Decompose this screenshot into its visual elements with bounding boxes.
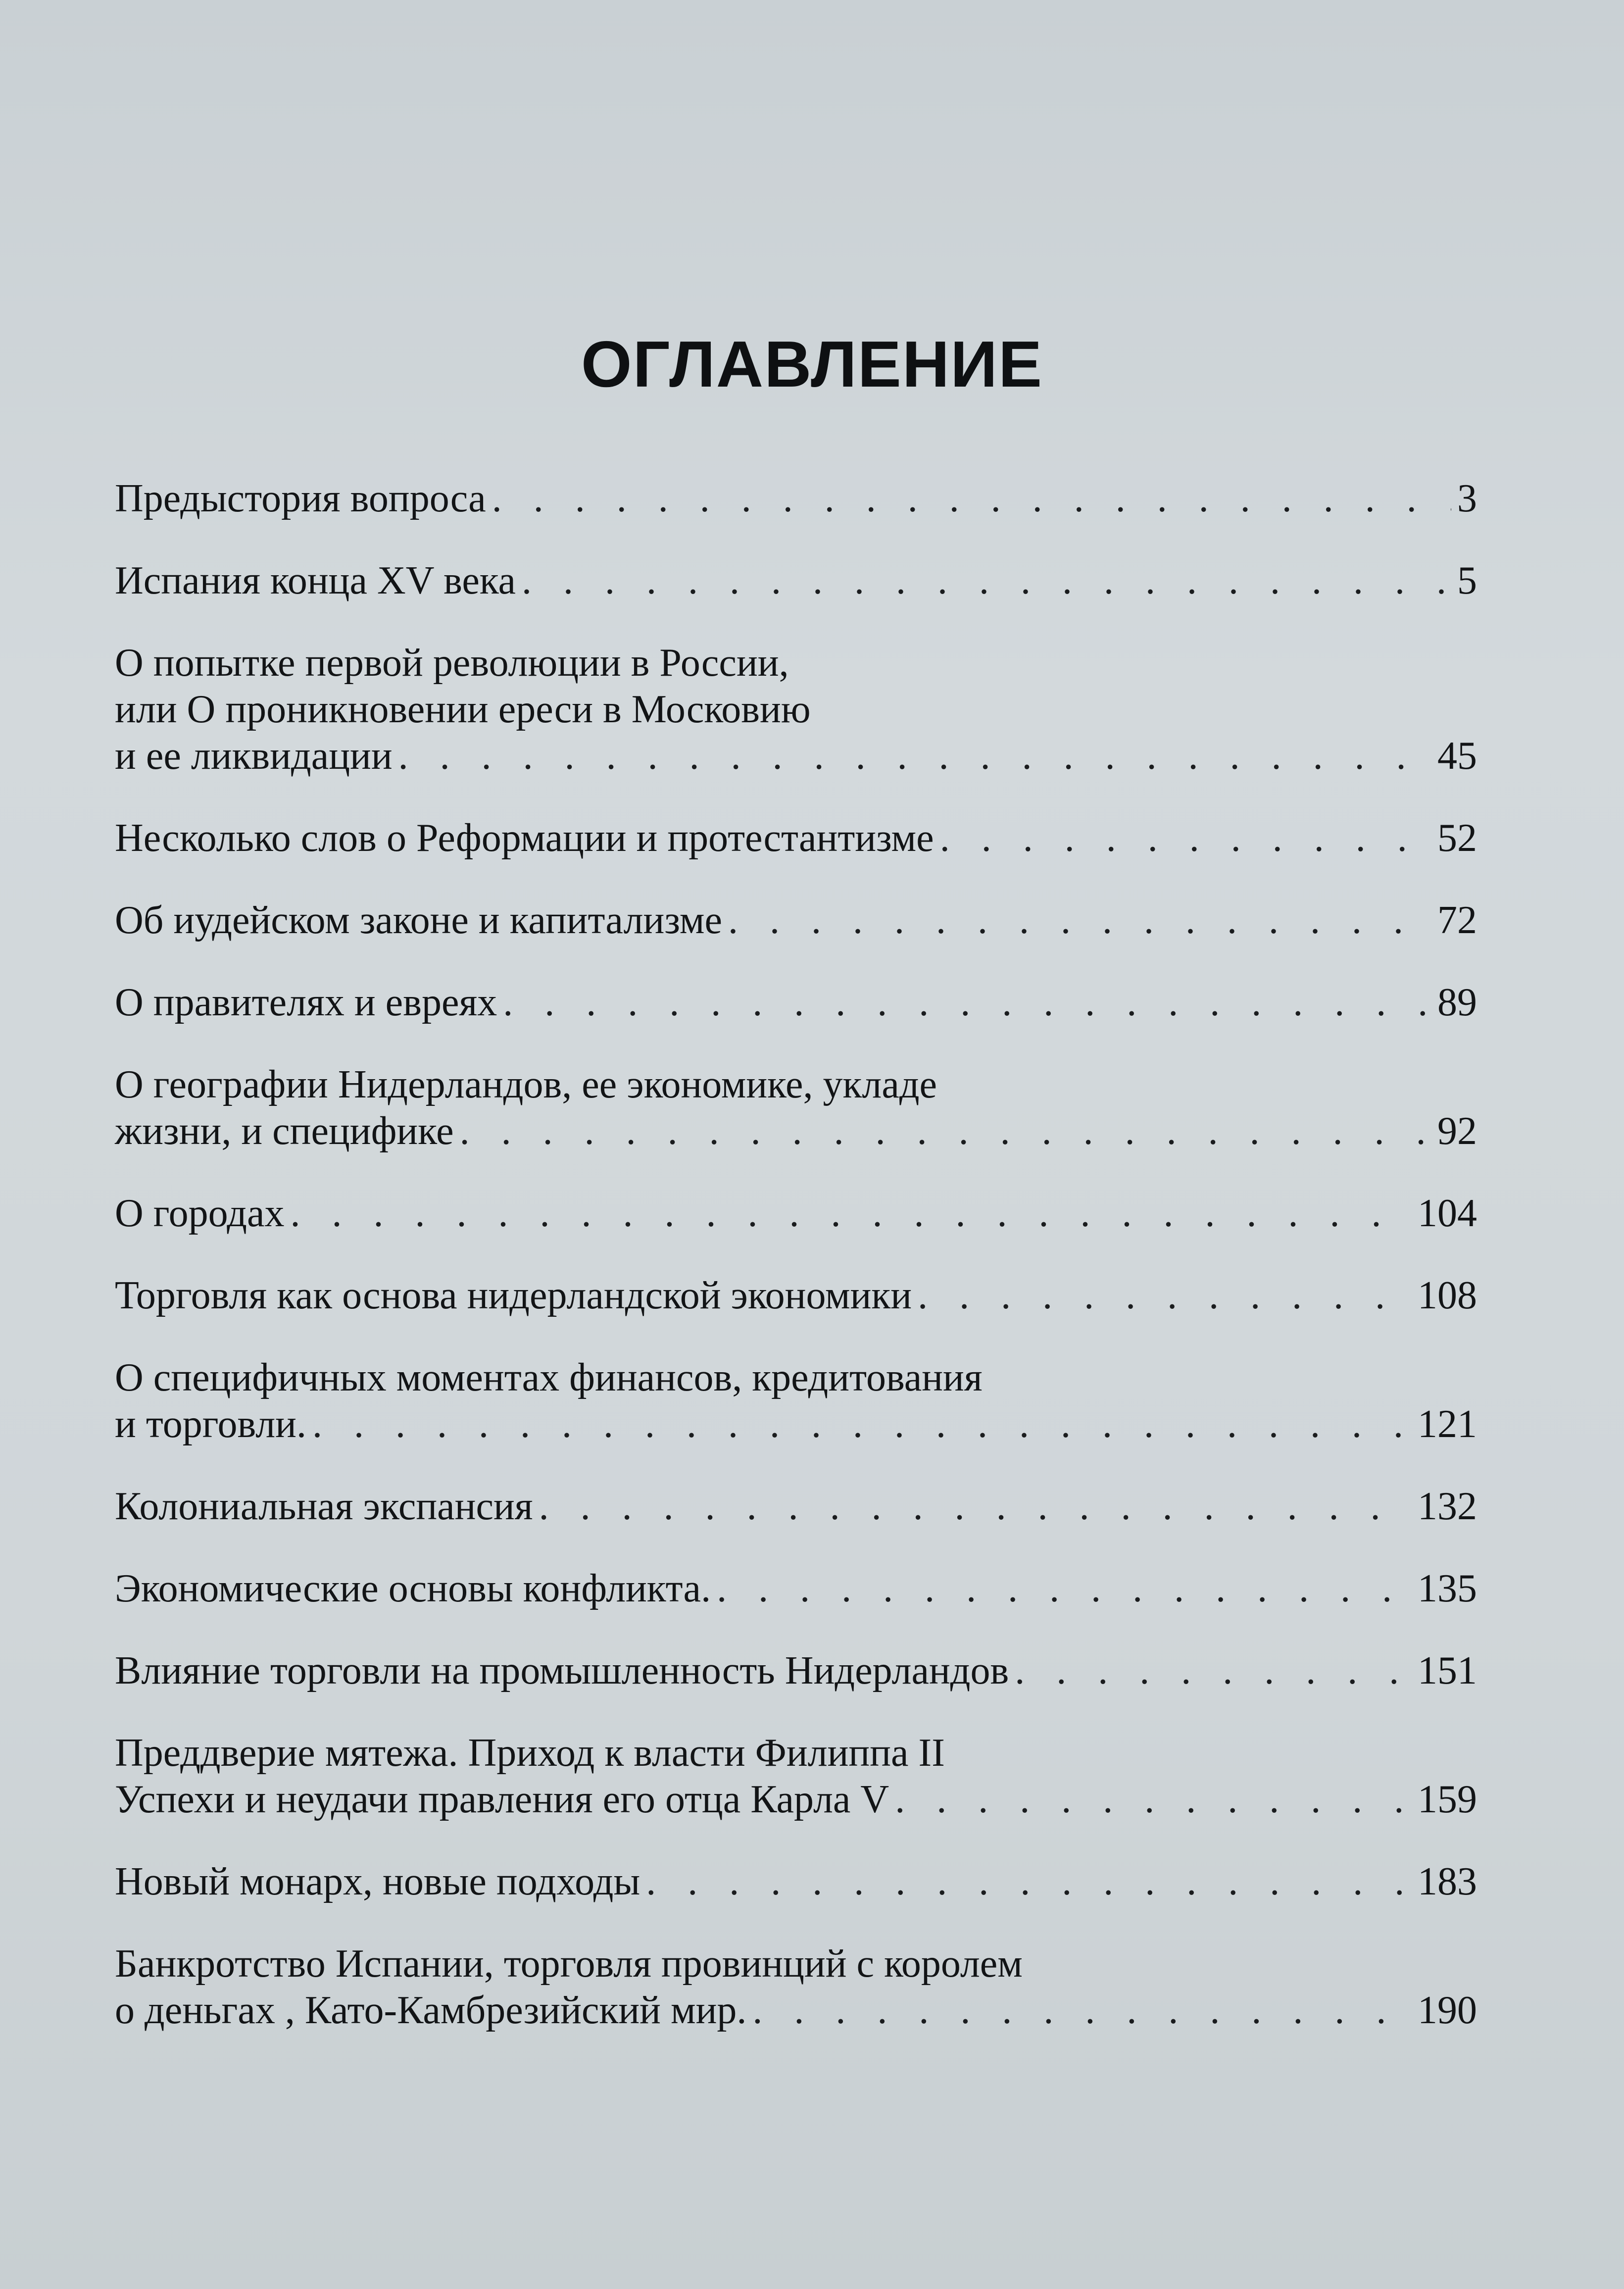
toc-entry [115,1858,1477,1905]
toc-entry-title: Торговля как основа нидерландской экономики [115,1274,912,1317]
toc-entry [115,1272,1477,1319]
toc-entry [115,897,1477,944]
dot-leader [539,1483,1412,1530]
toc-page-number: 159 [1418,1778,1477,1821]
toc-page-number: 45 [1437,734,1477,778]
toc-page-number: 104 [1418,1192,1477,1235]
dot-leader [503,979,1431,1026]
toc-page-number: 89 [1437,981,1477,1024]
toc-page-number: 190 [1418,1989,1477,2032]
toc-entry [115,815,1477,861]
toc-entry-title-line: Преддверие мятежа. Приход к власти Филиппа II [115,1731,945,1775]
dot-leader [918,1272,1412,1319]
toc-entry-title: Экономические основы конфликта. [115,1567,711,1610]
dot-leader [646,1858,1412,1905]
toc-entry-title-line: Успехи и неудачи правления его отца Карла V [115,1778,889,1821]
toc-entry [115,1483,1477,1530]
toc-entry-title: Влияние торговли на промышленность Нидерландов [115,1649,1009,1692]
toc-entry [115,475,1477,522]
dot-leader [291,1190,1412,1237]
toc-page-number: 3 [1457,477,1477,520]
dot-leader [312,1401,1412,1447]
toc-page-number: 183 [1418,1860,1477,1903]
toc-entry-title-line: О попытке первой революции в России, [115,641,789,685]
toc-entry [115,1730,1477,1823]
toc-page-number: 52 [1437,816,1477,860]
table-of-contents [115,475,1477,2069]
toc-entry-title-line: О географии Нидерландов, ее экономике, укладе [115,1063,937,1106]
toc-entry-title-line: о деньгах , Като-Камбрезийский мир. [115,1989,747,2032]
toc-entry [115,1647,1477,1694]
toc-entry-title: О правителях и евреях [115,981,497,1024]
toc-page-number: 72 [1437,898,1477,942]
toc-entry-title-line: О специфичных моментах финансов, кредитования [115,1356,983,1399]
toc-entry-title: Испания конца XV века [115,559,516,602]
dot-leader [522,557,1451,604]
toc-entry-title: Новый монарх, новые подходы [115,1860,640,1903]
toc-page-number: 151 [1418,1649,1477,1692]
dot-leader [717,1565,1412,1612]
toc-entry [115,1354,1477,1447]
dot-leader [1015,1647,1412,1694]
dot-leader [895,1776,1412,1823]
toc-entry-title-line: или О проникновении ереси в Московию [115,688,811,731]
dot-leader [398,733,1431,779]
toc-page-number: 5 [1457,559,1477,602]
dot-leader [752,1987,1412,2034]
toc-page-number: 121 [1418,1402,1477,1446]
toc-entry-title: Колониальная экспансия [115,1485,533,1528]
toc-page-number: 132 [1418,1485,1477,1528]
dot-leader [728,897,1431,944]
toc-entry-title-line: и торговли. [115,1402,306,1446]
page-title: ОГЛАВЛЕНИЕ [581,328,1043,400]
toc-entry [115,640,1477,779]
toc-entry-title: О городах [115,1192,285,1235]
toc-page-number: 108 [1418,1274,1477,1317]
dot-leader [460,1108,1431,1154]
toc-entry [115,1061,1477,1154]
toc-entry-title: Несколько слов о Реформации и протестантизме [115,816,934,860]
toc-entry [115,557,1477,604]
toc-entry-title: Об иудейском законе и капитализме [115,898,722,942]
toc-page-number: 135 [1418,1567,1477,1610]
toc-entry [115,1565,1477,1612]
toc-entry-title-line: и ее ликвидации [115,734,393,778]
dot-leader [940,815,1431,861]
toc-entry [115,1190,1477,1237]
dot-leader [492,475,1451,522]
toc-entry-title-line: Банкротство Испании, торговля провинций с королем [115,1942,1023,1986]
toc-entry-title: Предыстория вопроса [115,477,486,520]
toc-entry-title-line: жизни, и специфике [115,1109,454,1153]
toc-entry [115,1941,1477,2034]
toc-entry [115,979,1477,1026]
toc-page-number: 92 [1437,1109,1477,1153]
